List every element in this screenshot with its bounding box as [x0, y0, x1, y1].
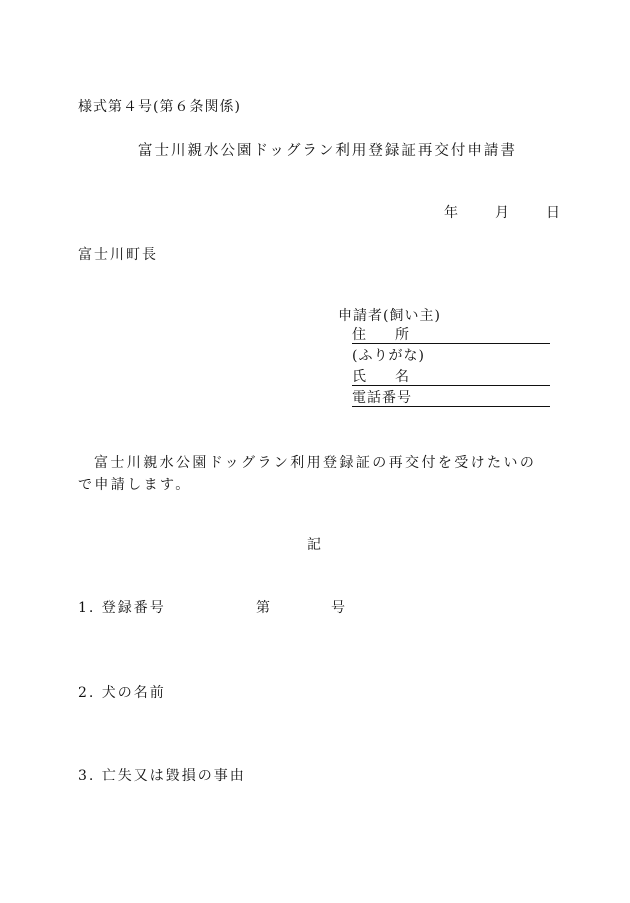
item-registration-number: 1. 登録番号	[78, 600, 166, 616]
form-number: 様式第４号(第６条関係)	[78, 99, 241, 115]
name-label-part2: 名	[395, 369, 410, 385]
date-line	[444, 202, 561, 222]
ki-heading: 記	[307, 537, 322, 553]
registration-dai: 第	[256, 600, 271, 616]
date-year: 年	[444, 205, 459, 221]
furigana-field[interactable]	[352, 345, 550, 364]
address-field[interactable]	[352, 324, 550, 344]
date-month: 月	[495, 205, 510, 221]
name-label-part1: 氏	[352, 369, 367, 385]
applicant-heading: 申請者(飼い主)	[338, 308, 441, 324]
phone-label: 電話番号	[352, 390, 412, 406]
request-statement: 富士川親水公園ドッグラン利用登録証の再交付を受けたいので申請します。	[78, 455, 537, 493]
registration-go: 号	[331, 600, 346, 616]
document-title: 富士川親水公園ドッグラン利用登録証再交付申請書	[138, 143, 517, 159]
address-label-part2: 所	[395, 327, 410, 343]
addressee: 富士川町長	[78, 247, 158, 263]
item-dog-name: 2. 犬の名前	[78, 685, 166, 701]
item-loss-reason: 3. 亡失又は毀損の事由	[78, 768, 246, 784]
phone-field[interactable]	[352, 387, 550, 407]
name-field[interactable]	[352, 366, 550, 386]
furigana-label: (ふりがな)	[352, 348, 425, 364]
address-label-part1: 住	[352, 327, 367, 343]
date-day: 日	[546, 205, 561, 221]
